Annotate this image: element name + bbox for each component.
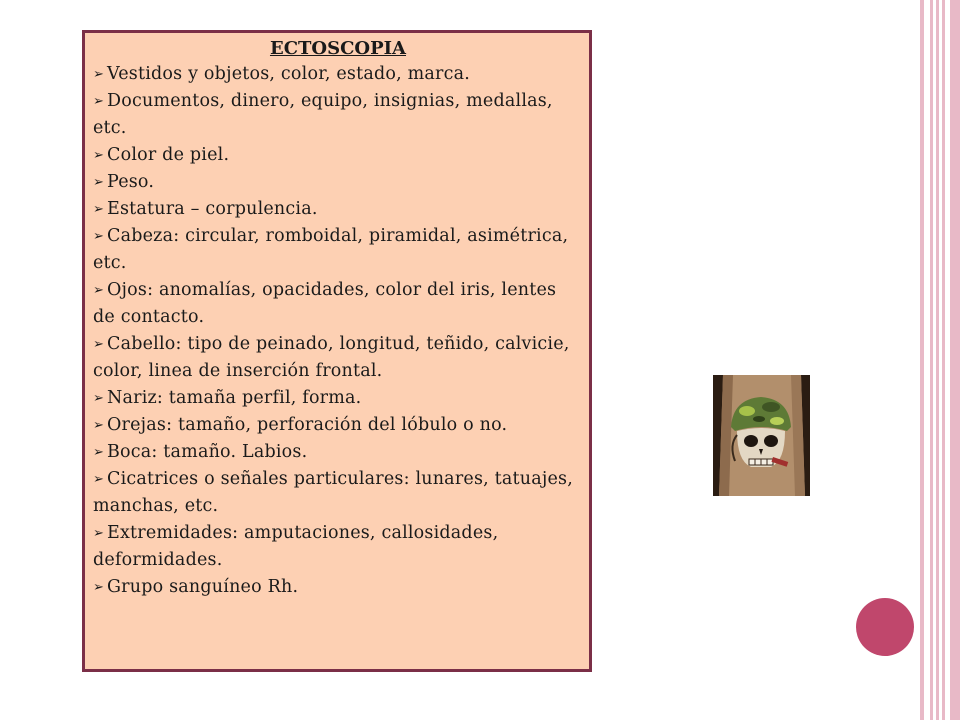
border-stripe xyxy=(930,0,933,720)
helmet-camo xyxy=(739,406,755,416)
arrow-bullet-icon: ➢ xyxy=(93,229,105,244)
list-item-text: Extremidades: amputaciones, callosidades, deformidades. xyxy=(93,523,499,570)
helmet-camo xyxy=(753,416,765,422)
border-stripe xyxy=(942,0,945,720)
list-item xyxy=(93,385,583,412)
arrow-bullet-icon: ➢ xyxy=(93,472,105,487)
arrow-bullet-icon: ➢ xyxy=(93,202,105,217)
list-item-text: Nariz: tamaña perfil, forma. xyxy=(107,388,362,408)
list-item xyxy=(93,466,583,520)
list-item-text: Cicatrices o señales particulares: lunares, tatuajes, manchas, etc. xyxy=(93,469,573,516)
list-item-text: Color de piel. xyxy=(107,145,230,165)
list-item xyxy=(93,574,583,601)
list-item xyxy=(93,169,583,196)
arrow-bullet-icon: ➢ xyxy=(93,94,105,109)
arrow-bullet-icon: ➢ xyxy=(93,580,105,595)
arrow-bullet-icon: ➢ xyxy=(93,283,105,298)
border-stripe xyxy=(936,0,939,720)
skull-tattoo-image xyxy=(713,375,810,496)
list-item xyxy=(93,520,583,574)
list-item-text: Vestidos y objetos, color, estado, marca. xyxy=(107,64,471,84)
ectoscopia-text-box xyxy=(82,30,592,672)
arrow-bullet-icon: ➢ xyxy=(93,391,105,406)
arrow-bullet-icon: ➢ xyxy=(93,526,105,541)
helmet-camo xyxy=(762,402,780,412)
arrow-bullet-icon: ➢ xyxy=(93,418,105,433)
arrow-bullet-icon: ➢ xyxy=(93,148,105,163)
list-item-text: Orejas: tamaño, perforación del lóbulo o no. xyxy=(107,415,508,435)
skull-eye xyxy=(744,435,758,447)
ectoscopia-list xyxy=(93,61,583,601)
arrow-bullet-icon: ➢ xyxy=(93,445,105,460)
list-item-text: Cabello: tipo de peinado, longitud, teñido, calvicie, color, linea de inserción frontal. xyxy=(93,334,570,381)
list-item-text: Ojos: anomalías, opacidades, color del iris, lentes de contacto. xyxy=(93,280,557,327)
list-item xyxy=(93,223,583,277)
arrow-bullet-icon: ➢ xyxy=(93,67,105,82)
list-item xyxy=(93,412,583,439)
decorative-right-border xyxy=(918,0,960,720)
list-item-text: Grupo sanguíneo Rh. xyxy=(107,577,299,597)
helmet-camo xyxy=(770,417,784,425)
list-item-text: Cabeza: circular, romboidal, piramidal, asimétrica, etc. xyxy=(93,226,569,273)
list-item xyxy=(93,61,583,88)
decorative-circle xyxy=(856,598,914,656)
list-item-text: Estatura – corpulencia. xyxy=(107,199,318,219)
skull-eye xyxy=(764,435,778,447)
list-item xyxy=(93,439,583,466)
list-item-text: Peso. xyxy=(107,172,155,192)
arrow-bullet-icon: ➢ xyxy=(93,337,105,352)
border-stripe xyxy=(920,0,924,720)
list-item xyxy=(93,331,583,385)
list-item xyxy=(93,88,583,142)
list-item-text: Boca: tamaño. Labios. xyxy=(107,442,308,462)
slide-title: ECTOSCOPIA xyxy=(269,38,407,59)
list-item-text: Documentos, dinero, equipo, insignias, medallas, etc. xyxy=(93,91,553,138)
arrow-bullet-icon: ➢ xyxy=(93,175,105,190)
list-item xyxy=(93,196,583,223)
list-item xyxy=(93,142,583,169)
list-item xyxy=(93,277,583,331)
border-stripe xyxy=(950,0,960,720)
